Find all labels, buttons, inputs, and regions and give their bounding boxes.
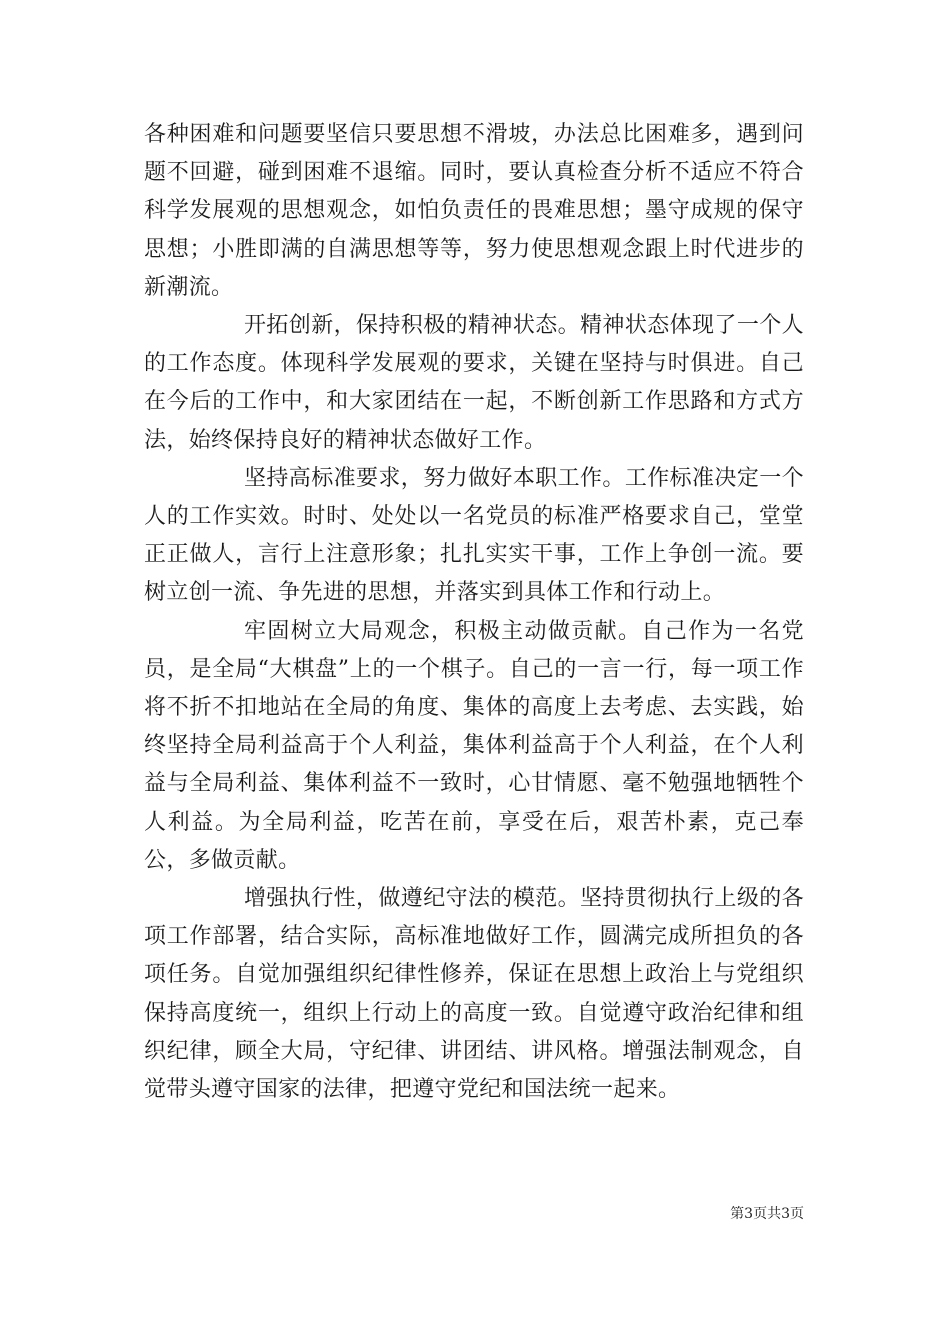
paragraph-big-picture: 牢固树立大局观念，积极主动做贡献。自己作为一名党员，是全局“大棋盘”上的一个棋子。自己的一言一行，每一项工作将不折不扣地站在全局的角度、集体的高度上去考虑、去实践，始终坚持全局利益高于个人利益，集体利益高于个人利益，在个人利益与全局利益、集体利益不一致时，心甘情愿、毫不勉强地牺牲个人利益。为全局利益，吃苦在前，享受在后，艰苦朴素，克己奉公，多做贡献。	[144, 618, 804, 873]
paragraph-discipline: 增强执行性，做遵纪守法的模范。坚持贯彻执行上级的各项工作部署，结合实际，高标准地做好工作，圆满完成所担负的各项任务。自觉加强组织纪律性修养，保证在思想上政治上与党组织保持高度统一，组织上行动上的高度一致。自觉遵守政治纪律和组织纪律，顾全大局，守纪律、讲团结、讲风格。增强法制观念，自觉带头遵守国家的法律，把遵守党纪和国法统一起来。	[144, 886, 804, 1103]
paragraph-innovation: 开拓创新，保持积极的精神状态。精神状态体现了一个人的工作态度。体现科学发展观的要求，关键在坚持与时俱进。自己在今后的工作中，和大家团结在一起，不断创新工作思路和方式方法，始终保持良好的精神状态做好工作。	[144, 313, 804, 453]
paragraph-high-standards: 坚持高标准要求，努力做好本职工作。工作标准决定一个人的工作实效。时时、处处以一名党员的标准严格要求自己，堂堂正正做人，言行上注意形象；扎扎实实干事，工作上争创一流。要树立创一流、争先进的思想，并落实到具体工作和行动上。	[144, 465, 804, 606]
page-number-footer: 第3页共3页	[730, 1206, 804, 1222]
paragraph-continuation: 各种困难和问题要坚信只要思想不滑坡，办法总比困难多，遇到问题不回避，碰到困难不退缩。同时，要认真检查分析不适应不符合科学发展观的思想观念，如怕负责任的畏难思想；墨守成规的保守思想；小胜即满的自满思想等等，努力使思想观念跟上时代进步的新潮流。	[144, 122, 804, 300]
document-body	[144, 116, 804, 1109]
